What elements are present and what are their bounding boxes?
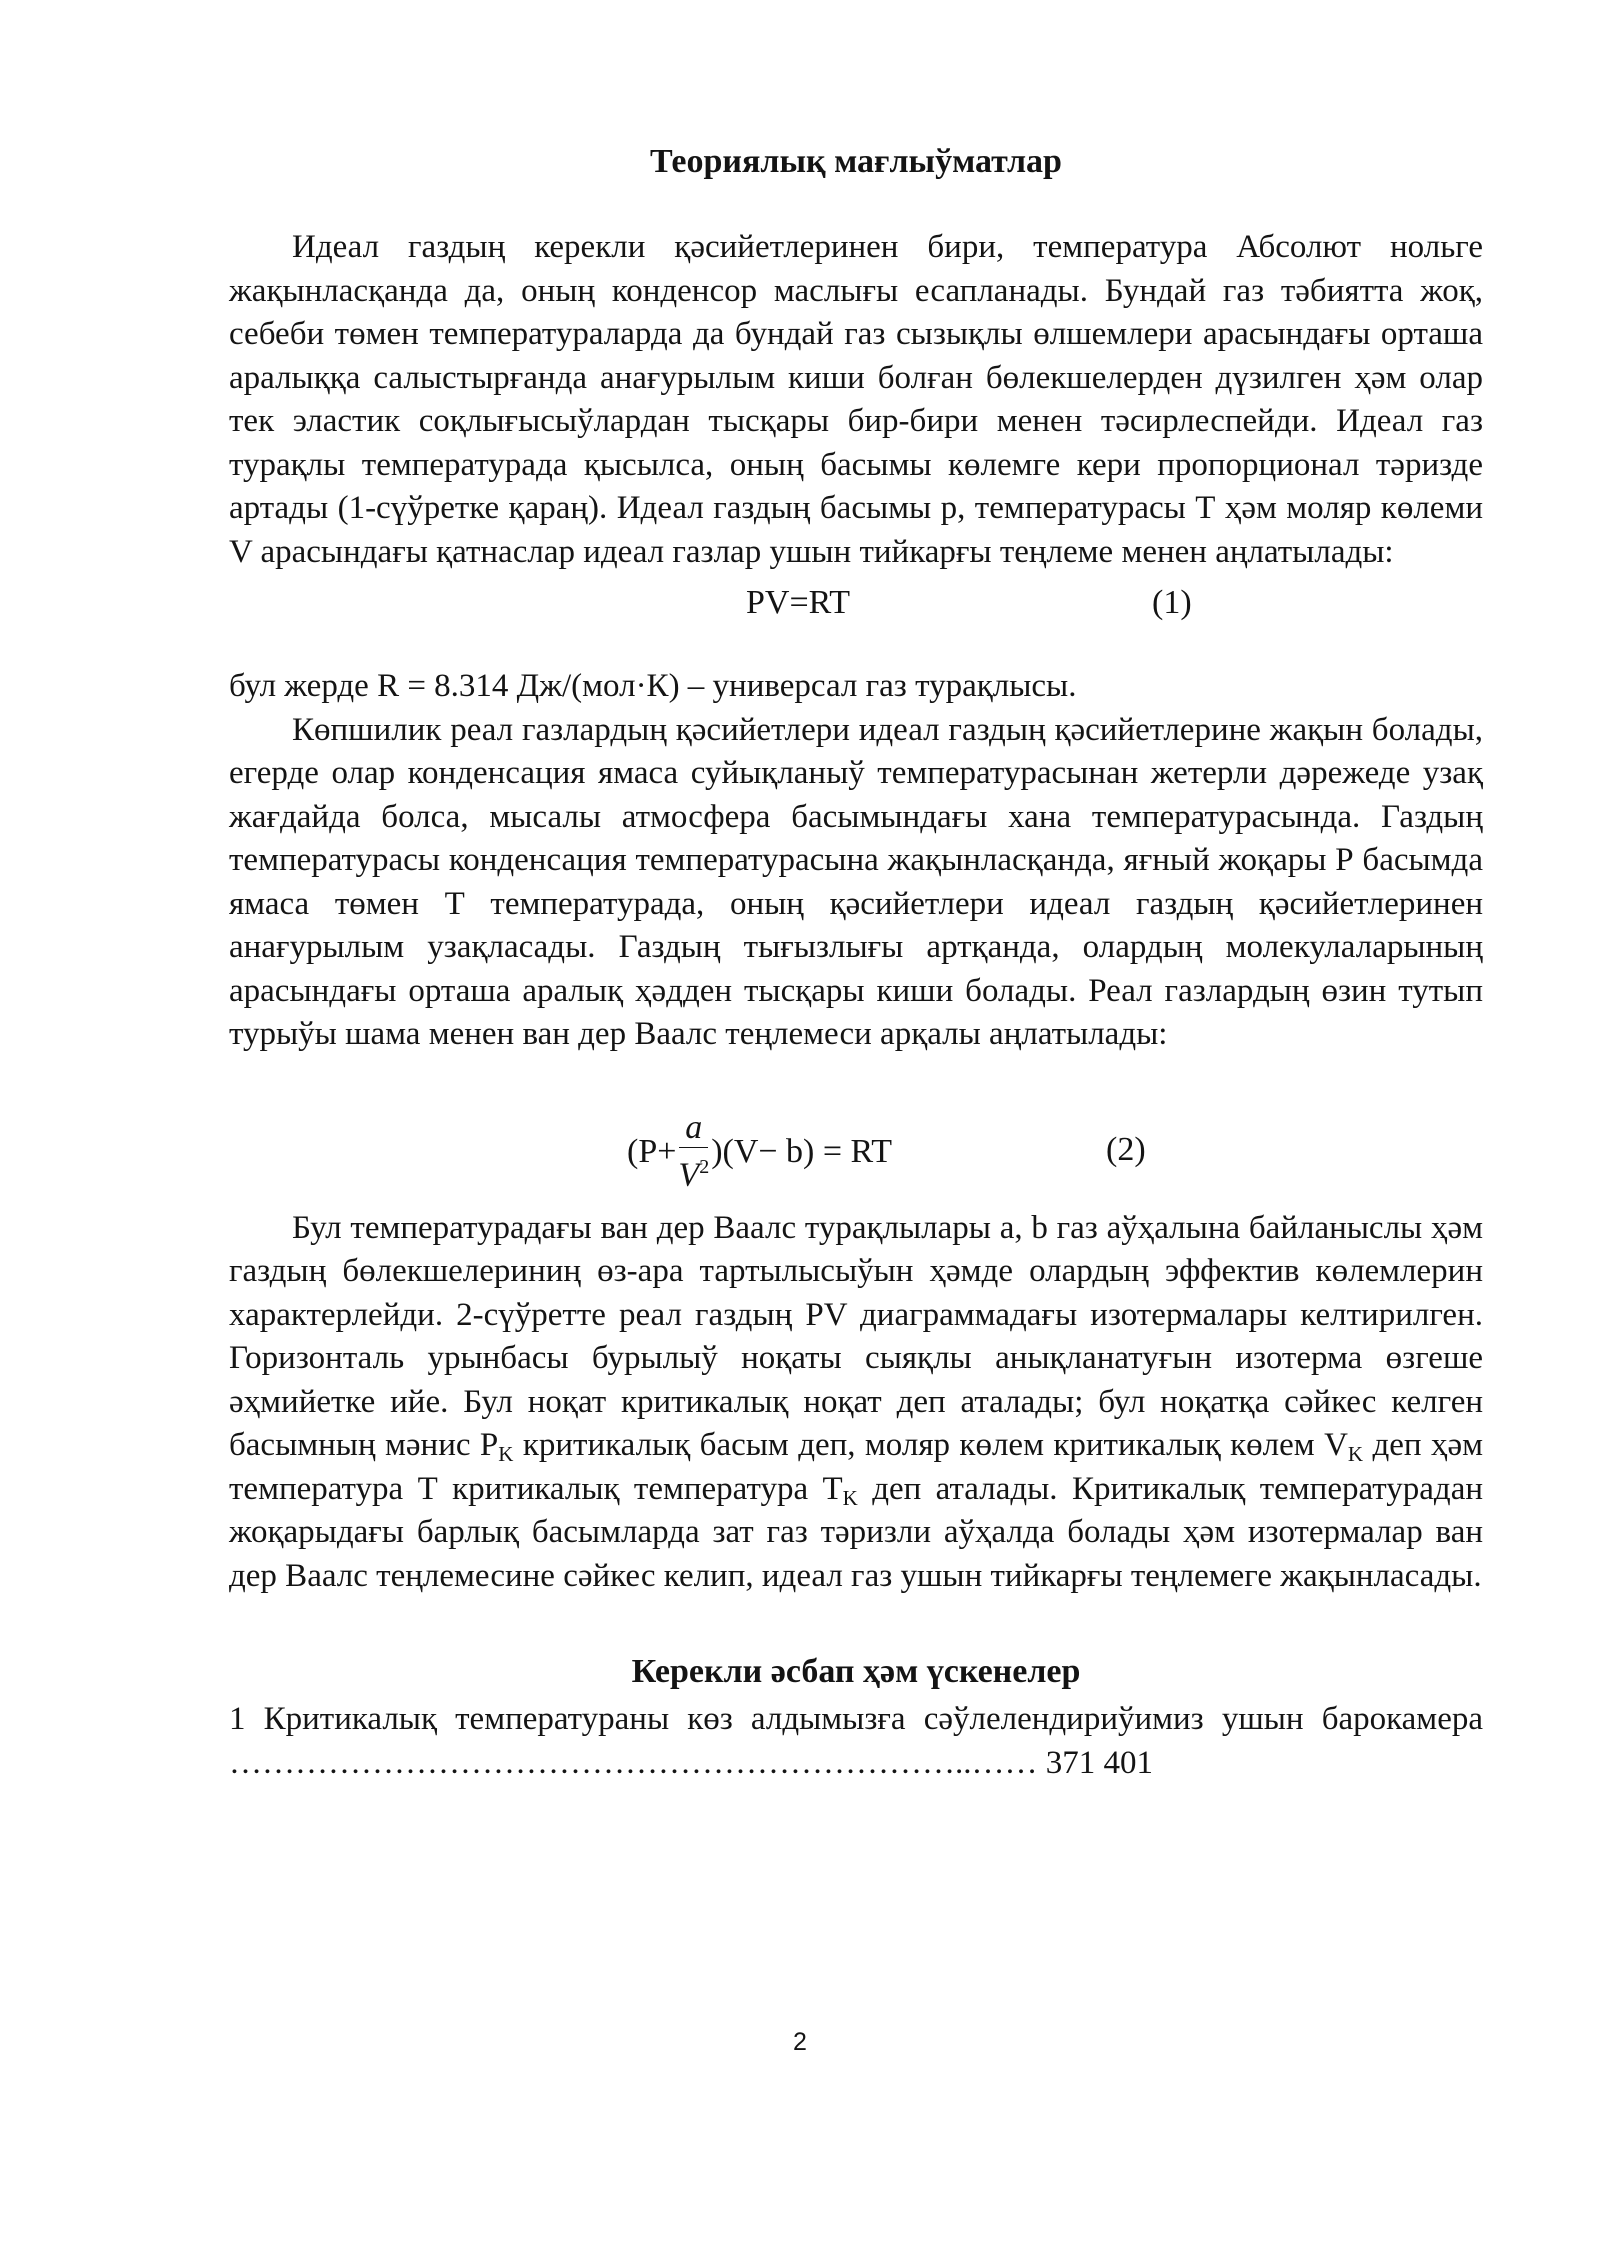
equation-2-right: )(V− b) = RT	[711, 1132, 892, 1170]
equipment-item: 1 Критикалық температураны көз алдымызға сәўлелендириўимиз ушын барокамера …………………………………………………………..…… 371 401	[229, 1701, 1483, 1781]
para4-part3: деп ҳәм температура Т критикалық температура T	[229, 1427, 1483, 1507]
equation-1	[229, 574, 1483, 634]
paragraph-gas-constant: бул жерде R = 8.314 Дж/(мол·К) – универсал газ турақлысы.	[229, 668, 1077, 704]
para4-part1: Бул температурадағы ван дер Ваалс турақлылары a, b газ аўҳалына байланыслы ҳәм газдың бөлекшелериниң өз-ара тартылысыўын ҳәмде олардың эффектив көлемлерин характерлейди. 2-сүўретте реал газдың PV диаграммадағы изотермалары келтирилген. Горизонталь урынбасы бурылыў ноқаты сыяқлы анықланатуғын изотерма өзгеше әҳмийетке ийе. Бул ноқат критикалық ноқат деп аталады; бул ноқатқа сәйкес келген басымның мәнис P	[229, 1209, 1483, 1463]
fraction-denominator	[678, 1148, 709, 1194]
equation-2-number: (2)	[1106, 1130, 1146, 1168]
equation-1-body: PV=RT	[746, 584, 851, 621]
paragraph-ideal-gas: Идеал газдың керекли қәсийетлеринен бири, температура Абсолют нольге жақынласқанда да, оның конденсор маслығы есапланады. Бундай газ тәбиятта жоқ, себеби төмен температураларда да бундай газ сызықлы өлшемлери арасындағы орташа аралыққа салыстырғанда анағурылым киши болған бөлекшелерден дүзилген ҳәм олар тек эластик соқлығысыўлардан тысқары бир-бири менен тәсирлеспейди. Идеал газ турақлы температурада қысылса, оның басымы көлемге кери пропорционал тәризде артады (1-сүўретке қараң). Идеал газдың басымы р, температурасы Т ҳәм моляр көлеми V арасындағы қатнаслар идеал газлар ушын тийкарғы теңлеме менен аңлатылады:	[229, 229, 1483, 570]
para4-part4: деп аталады. Критикалық температурадан жоқарыдағы барлық басымларда зат газ тәризли аўҳалда болады ҳәм изотермалар ван дер Ваалс теңлемесине сәйкес келип, идеал газ ушын тийкарғы теңлемеге жақынласады.	[229, 1470, 1483, 1594]
section-title-equipment: Керекли әсбап ҳәм үскенелер	[631, 1653, 1081, 1690]
para4-part2: критикалық басым деп, моляр көлем критикалық көлем V	[513, 1427, 1348, 1463]
equation-2-body	[627, 1097, 892, 1207]
document-page	[229, 140, 1483, 1785]
paragraph-van-der-waals	[229, 1207, 1483, 1599]
subscript-k-temperature: K	[842, 1485, 858, 1510]
fraction-numerator: a	[679, 1109, 708, 1148]
equation-1-number: (1)	[1152, 584, 1192, 621]
equation-2-fraction	[678, 1109, 709, 1194]
fraction-denominator-base: V	[678, 1156, 700, 1194]
subscript-k-pressure: K	[498, 1442, 514, 1466]
subscript-k-volume: K	[1347, 1442, 1364, 1466]
page-number: 2	[793, 2028, 807, 2056]
equation-2-left: (P+	[627, 1132, 677, 1170]
fraction-denominator-exponent: 2	[699, 1155, 710, 1178]
equation-2	[229, 1097, 1483, 1207]
paragraph-real-gases: Көпшилик реал газлардың қәсийетлери идеал газдың қәсийетлерине жақын болады, егерде олар конденсация ямаса суйықланыў температурасынан жетерли дәрежеде узақ жағдайда болса, мысалы атмосфера басымындағы хана температурасында. Газдың температурасы конденсация температурасына жақынласқанда, яғный жоқары Р басымда ямаса төмен Т температурада, оның қәсийетлери идеал газдың қәсийетлеринен анағурылым узақласады. Газдың тығызлығы артқанда, олардың молекулаларының арасындағы орташа аралық ҳәдден тысқары киши болады. Реал газлардың өзин тутып турыўы шама менен ван дер Ваалс теңлемеси арқалы аңлатылады:	[229, 711, 1483, 1052]
section-title-theory: Теориялық мағлыўматлар	[650, 143, 1062, 180]
